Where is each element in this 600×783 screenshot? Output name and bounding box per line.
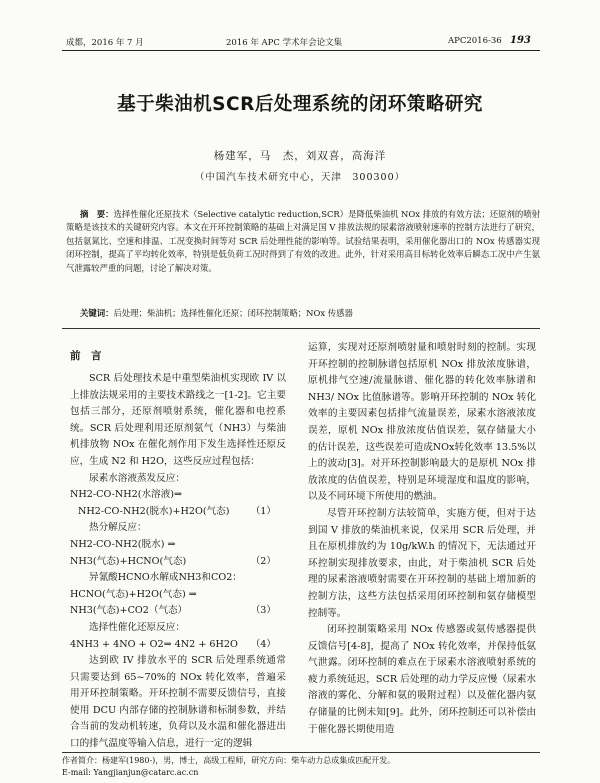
equation-1-number: （1） bbox=[250, 505, 276, 517]
equation-1-line-1: NH2-CO-NH2(水溶液)⇒ bbox=[70, 489, 183, 501]
keywords-text: 后处理；柴油机；选择性催化还原；闭环控制策略；NOx 传感器 bbox=[113, 308, 353, 318]
equation-2-line-2: NH3(气态)+HCNO(气态) bbox=[70, 555, 187, 567]
keywords bbox=[80, 307, 540, 319]
step-label-hydrolysis: 异氰酸HCNO水解成NH3和CO2： bbox=[89, 572, 242, 584]
authors: 杨建军，马 杰，刘双喜，高海洋 bbox=[213, 150, 387, 162]
equation-3-line-2: NH3(气态)+CO2（气态） bbox=[70, 605, 188, 617]
header-paper-code: APC2016-36 bbox=[448, 36, 502, 46]
header-proceedings: 2016 年 APC 学术年会论文集 bbox=[226, 38, 343, 48]
footnote-author-bio: 作者简介：杨建军(1980-)，男，博士，高级工程师，研究方向：柴车动力总成集成匹配开发。 bbox=[62, 756, 396, 765]
equation-3-line-1: HCNO(气态)+H2O(气态) ⇒ bbox=[70, 588, 197, 600]
equation-4-body: 4NH3 + 4NO + O2⇒ 4N2 + 6H2O bbox=[70, 638, 238, 650]
abstract-text: 选择性催化还原技术（Selective catalytic reduction,SCR）是降低柴油机 NOx 排放的有效方法；还原剂的喷射策略是该技术的关键研究内容。本文在开环控制策略的基础上对满足国 V 排放法规的尿素溶液喷射速率的控制方法进行了研究，包括氨氮比、空速和排温、工况变换时间等对 SCR 后处理性能的影响等。试验结果表明，采用催化器出口的 NOx 传感器实现闭环控制，提高了平均转化效率，特别是低负荷工况时得到了有效的改进。此外，针对采用高目标转化效率后瞬态工况中产生氨气泄露较严重的问题，讨论了解决对策。 bbox=[66, 209, 541, 273]
equation-2-line-1: NH2-CO-NH2(脱水) ⇒ bbox=[70, 538, 176, 550]
paper-title: 基于柴油机SCR后处理系统的闭环策略研究 bbox=[117, 94, 483, 115]
equation-3 bbox=[70, 603, 286, 620]
step-label-evaporation: 尿素水溶液蒸发反应： bbox=[89, 472, 185, 484]
affiliation: （中国汽车技术研究中心，天津 300300） bbox=[194, 172, 406, 183]
abstract-rule bbox=[62, 328, 540, 329]
right-paragraph-1: 运算，实现对还原剂喷射量和喷射时刻的控制。实现开环控制的控制脉谱包括原机 NOx 排放浓度脉谱，原机排气空速/流量脉谱、催化器的转化效率脉谱和 NH3/ NOx 比值脉谱等。影响开环控制的 NOx 转化效率的主要因素包括排气流量误差，尿素水溶液浓度误差，原机 NOx 排放浓度估值误差，氨存储量大小的估计误差，这些误差可造成NOx转化效率 13.5%以上的波动[3]。对开环控制影响最大的是原机 NOx 排放浓度的估值误差，特别是环境湿度和温度的影响，以及不同环境下所使用的燃油。 bbox=[308, 342, 536, 503]
abstract bbox=[66, 208, 540, 275]
abstract-label: 摘 要： bbox=[80, 209, 114, 219]
section-heading-intro: 前 言 bbox=[70, 350, 102, 362]
equation-1-line-2: NH2-CO-NH2(脱水)+H2O(气态) bbox=[78, 505, 230, 517]
step-label-decomposition: 热分解反应： bbox=[89, 522, 147, 534]
right-paragraph-2: 尽管开环控制方法较简单，实施方便，但对于达到国 V 排放的柴油机来说，仅采用 SCR 后处理，并且在原机排放约为 10g/kW.h 的情况下，无法通过开环控制实现排放要求，由此，对于柴油机 SCR 后处理的尿素溶液喷射需要在开环控制的基础上增加新的控制方法，这些方法包括采用闭环控制和氨存储模型控制等。 bbox=[308, 507, 536, 619]
equation-2-number: （2） bbox=[250, 555, 276, 567]
step-label-reduction: 选择性催化还原反应： bbox=[89, 621, 185, 633]
header-rule bbox=[62, 50, 540, 51]
equation-4-number: （4） bbox=[250, 638, 276, 650]
equation-2 bbox=[70, 554, 286, 571]
left-column bbox=[70, 345, 286, 753]
right-paragraph-3: 闭环控制策略采用 NOx 传感器或氨传感器提供反馈信号[4-8]，提高了 NOx 转化效率，并保持低氨气泄露。闭环控制的难点在于尿素水溶液喷射系统的疲力系统延迟，SCR 后处理的动力学反应慢（尿素水溶液的雾化、分解和氨的吸附过程）以及催化器内氨存储量的比例未知[9]。此外，闭环控制还可以补偿由于催化器长期使用造 bbox=[308, 624, 536, 735]
header-page-number: 193 bbox=[510, 35, 531, 46]
footnote bbox=[62, 752, 540, 779]
intro-paragraph-2: 达到欧 IV 排放水平的 SCR 后处理系统通常只需要达到 65~70%的 NOx 转化效率，普遍采用开环控制策略。开环控制不需要反馈信号，直接使用 DCU 内部存储的控制脉谱和标制参数，并结合当前的发动机转速，负荷以及水温和催化器进出口的排气温度等输入信息，进行一定的逻辑 bbox=[70, 655, 286, 750]
header-location-date: 成都，2016 年 7 月 bbox=[66, 38, 144, 48]
keywords-label: 关键词： bbox=[80, 308, 114, 318]
intro-paragraph-1: SCR 后处理技术是中重型柴油机实现欧 IV 以上排放法规采用的主要技术路线之一[1-2]。它主要包括三部分，还原剂喷射系统，催化器和电控系统。SCR 后处理利用还原剂氨气（NH3）与柴油机排放物 NOx 在催化剂作用下发生选择性还原反应，生成 N2 和 H2O，这些反应过程包括： bbox=[70, 373, 286, 467]
equation-3-number: （3） bbox=[250, 605, 276, 617]
equation-1 bbox=[70, 504, 286, 521]
right-column bbox=[308, 340, 536, 738]
footnote-email: E-mail: Yangjianjun@catarc.ac.cn bbox=[62, 768, 199, 777]
equation-4 bbox=[70, 637, 286, 654]
running-header bbox=[0, 36, 600, 50]
